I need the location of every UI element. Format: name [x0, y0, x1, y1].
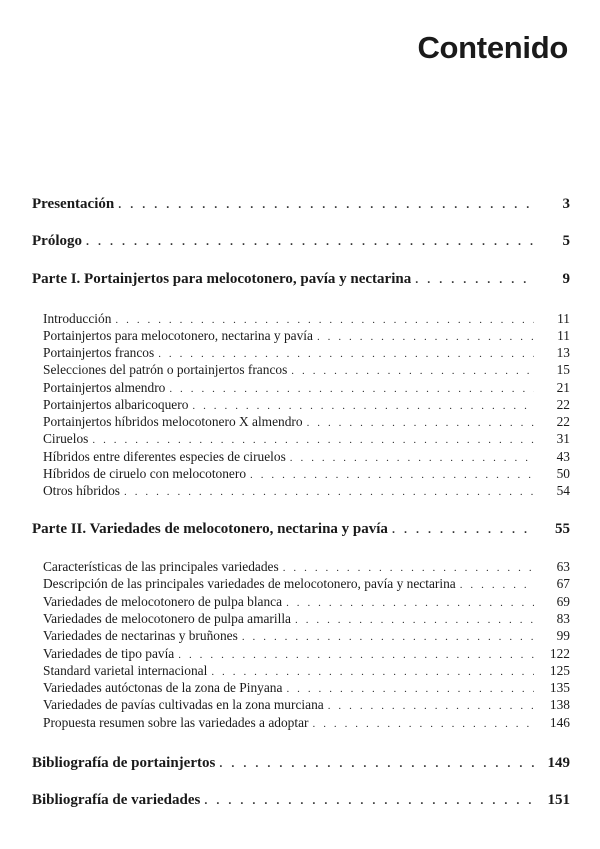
toc-entry-label: Ciruelos	[43, 431, 89, 446]
toc-entry-page: 22	[556, 397, 570, 412]
toc-entry-parte-1[interactable]	[32, 271, 570, 288]
toc-entry-label: Variedades de melocotonero de pulpa amarilla	[43, 611, 291, 626]
toc-entry-page: 146	[549, 715, 570, 730]
toc-subentry[interactable]	[43, 680, 570, 696]
toc-subentry[interactable]	[43, 380, 570, 396]
toc-entry-label: Variedades de nectarinas y bruñones	[43, 628, 238, 643]
toc-entry-page: 135	[549, 680, 570, 695]
toc-entry-page: 13	[556, 345, 570, 360]
toc-entry-label: Variedades autóctonas de la zona de Pinyana	[43, 680, 283, 695]
dot-leader	[158, 348, 534, 360]
toc-subentry[interactable]	[43, 715, 570, 731]
toc-entry-label: Variedades de melocotonero de pulpa blanca	[43, 594, 283, 609]
dot-leader	[460, 579, 534, 591]
toc-entry-page: 11	[557, 311, 570, 326]
toc-entry-page: 67	[556, 576, 570, 591]
dot-leader	[415, 272, 534, 287]
toc-entry-page: 149	[547, 755, 570, 771]
toc-entry-label: Introducción	[43, 311, 112, 326]
toc-entry-label: Portainjertos albaricoquero	[43, 397, 189, 412]
dot-leader	[291, 365, 534, 377]
dot-leader	[115, 314, 534, 326]
toc-entry-page: 122	[549, 646, 570, 661]
toc-entry-page: 31	[556, 431, 570, 446]
toc-entry-page: 22	[556, 414, 570, 429]
toc-subentry[interactable]	[43, 646, 570, 662]
toc-entry-page: 50	[556, 466, 570, 481]
toc-entry-prologo[interactable]	[32, 233, 570, 250]
toc-entry-page: 138	[549, 697, 570, 712]
toc-subentry[interactable]	[43, 328, 570, 344]
toc-subentry[interactable]	[43, 414, 570, 430]
dot-leader	[169, 383, 534, 395]
toc-entry-label: Parte II. Variedades de melocotonero, nectarina y pavía	[32, 521, 388, 537]
toc-subentry[interactable]	[43, 483, 570, 499]
toc-entry-label: Bibliografía de portainjertos	[32, 755, 216, 771]
toc-entry-page: 43	[556, 449, 570, 464]
toc-entry-label: Otros híbridos	[43, 483, 120, 498]
dot-leader	[250, 469, 534, 481]
toc-entry-label: Características de las principales variedades	[43, 559, 279, 574]
toc-subentry[interactable]	[43, 559, 570, 575]
toc-entry-page: 9	[562, 271, 570, 287]
toc-entry-page: 3	[562, 196, 570, 212]
toc-entry-label: Híbridos entre diferentes especies de ciruelos	[43, 449, 286, 464]
toc-entry-label: Standard varietal internacional	[43, 663, 208, 678]
toc-entry-page: 5	[562, 233, 570, 249]
dot-leader	[178, 649, 534, 661]
toc-entry-page: 83	[556, 611, 570, 626]
toc-entry-label: Bibliografía de variedades	[32, 792, 201, 808]
dot-leader	[286, 683, 534, 695]
toc-subentry[interactable]	[43, 311, 570, 327]
toc-entry-page: 151	[547, 792, 570, 808]
dot-leader	[328, 700, 534, 712]
toc-entry-bibliografia-portainjertos[interactable]	[32, 755, 570, 772]
dot-leader	[242, 631, 534, 643]
toc-entry-bibliografia-variedades[interactable]	[32, 792, 570, 809]
toc-entry-parte-2[interactable]	[32, 521, 570, 538]
dot-leader	[124, 486, 534, 498]
toc-subentry[interactable]	[43, 576, 570, 592]
toc-entry-label: Híbridos de ciruelo con melocotonero	[43, 466, 247, 481]
toc-entry-label: Parte I. Portainjertos para melocotonero, pavía y nectarina	[32, 271, 412, 287]
toc-entry-label: Prólogo	[32, 233, 82, 249]
dot-leader	[295, 614, 534, 626]
dot-leader	[118, 197, 534, 212]
dot-leader	[219, 756, 534, 771]
dot-leader	[290, 452, 534, 464]
toc-entry-page: 99	[556, 628, 570, 643]
page-title: Contenido	[417, 30, 568, 65]
toc-entry-label: Portainjertos francos	[43, 345, 155, 360]
toc-subentry[interactable]	[43, 362, 570, 378]
dot-leader	[286, 597, 534, 609]
dot-leader	[211, 666, 534, 678]
toc-subentry[interactable]	[43, 345, 570, 361]
toc-entry-page: 15	[556, 362, 570, 377]
dot-leader	[392, 522, 534, 537]
toc-entry-page: 69	[556, 594, 570, 609]
toc-entry-label: Propuesta resumen sobre las variedades a adoptar	[43, 715, 309, 730]
toc-subentry[interactable]	[43, 449, 570, 465]
dot-leader	[86, 234, 534, 249]
dot-leader	[204, 793, 534, 808]
dot-leader	[283, 562, 534, 574]
toc-subentry[interactable]	[43, 697, 570, 713]
toc-entry-label: Descripción de las principales variedades de melocotonero, pavía y nectarina	[43, 576, 456, 591]
dot-leader	[307, 417, 534, 429]
toc-subentry[interactable]	[43, 397, 570, 413]
toc-subentry[interactable]	[43, 611, 570, 627]
toc-subentry[interactable]	[43, 594, 570, 610]
toc-entry-page: 11	[557, 328, 570, 343]
dot-leader	[92, 434, 534, 446]
dot-leader	[317, 331, 534, 343]
toc-entry-label: Portainjertos para melocotonero, nectarina y pavía	[43, 328, 313, 343]
toc-entry-page: 21	[556, 380, 570, 395]
dot-leader	[192, 400, 534, 412]
toc-entry-presentacion[interactable]	[32, 196, 570, 213]
toc-entry-label: Selecciones del patrón o portainjertos francos	[43, 362, 288, 377]
toc-subentry[interactable]	[43, 431, 570, 447]
toc-entry-label: Portainjertos almendro	[43, 380, 166, 395]
toc-entry-page: 55	[555, 521, 570, 537]
toc-entry-page: 63	[556, 559, 570, 574]
toc-entry-label: Portainjertos híbridos melocotonero X almendro	[43, 414, 303, 429]
toc-entry-page: 125	[549, 663, 570, 678]
toc-entry-page: 54	[556, 483, 570, 498]
dot-leader	[313, 718, 535, 730]
toc-entry-label: Presentación	[32, 196, 115, 212]
toc-entry-label: Variedades de tipo pavía	[43, 646, 175, 661]
toc-entry-label: Variedades de pavías cultivadas en la zona murciana	[43, 697, 324, 712]
toc-subentry[interactable]	[43, 628, 570, 644]
toc-subentry[interactable]	[43, 663, 570, 679]
toc-subentry[interactable]	[43, 466, 570, 482]
